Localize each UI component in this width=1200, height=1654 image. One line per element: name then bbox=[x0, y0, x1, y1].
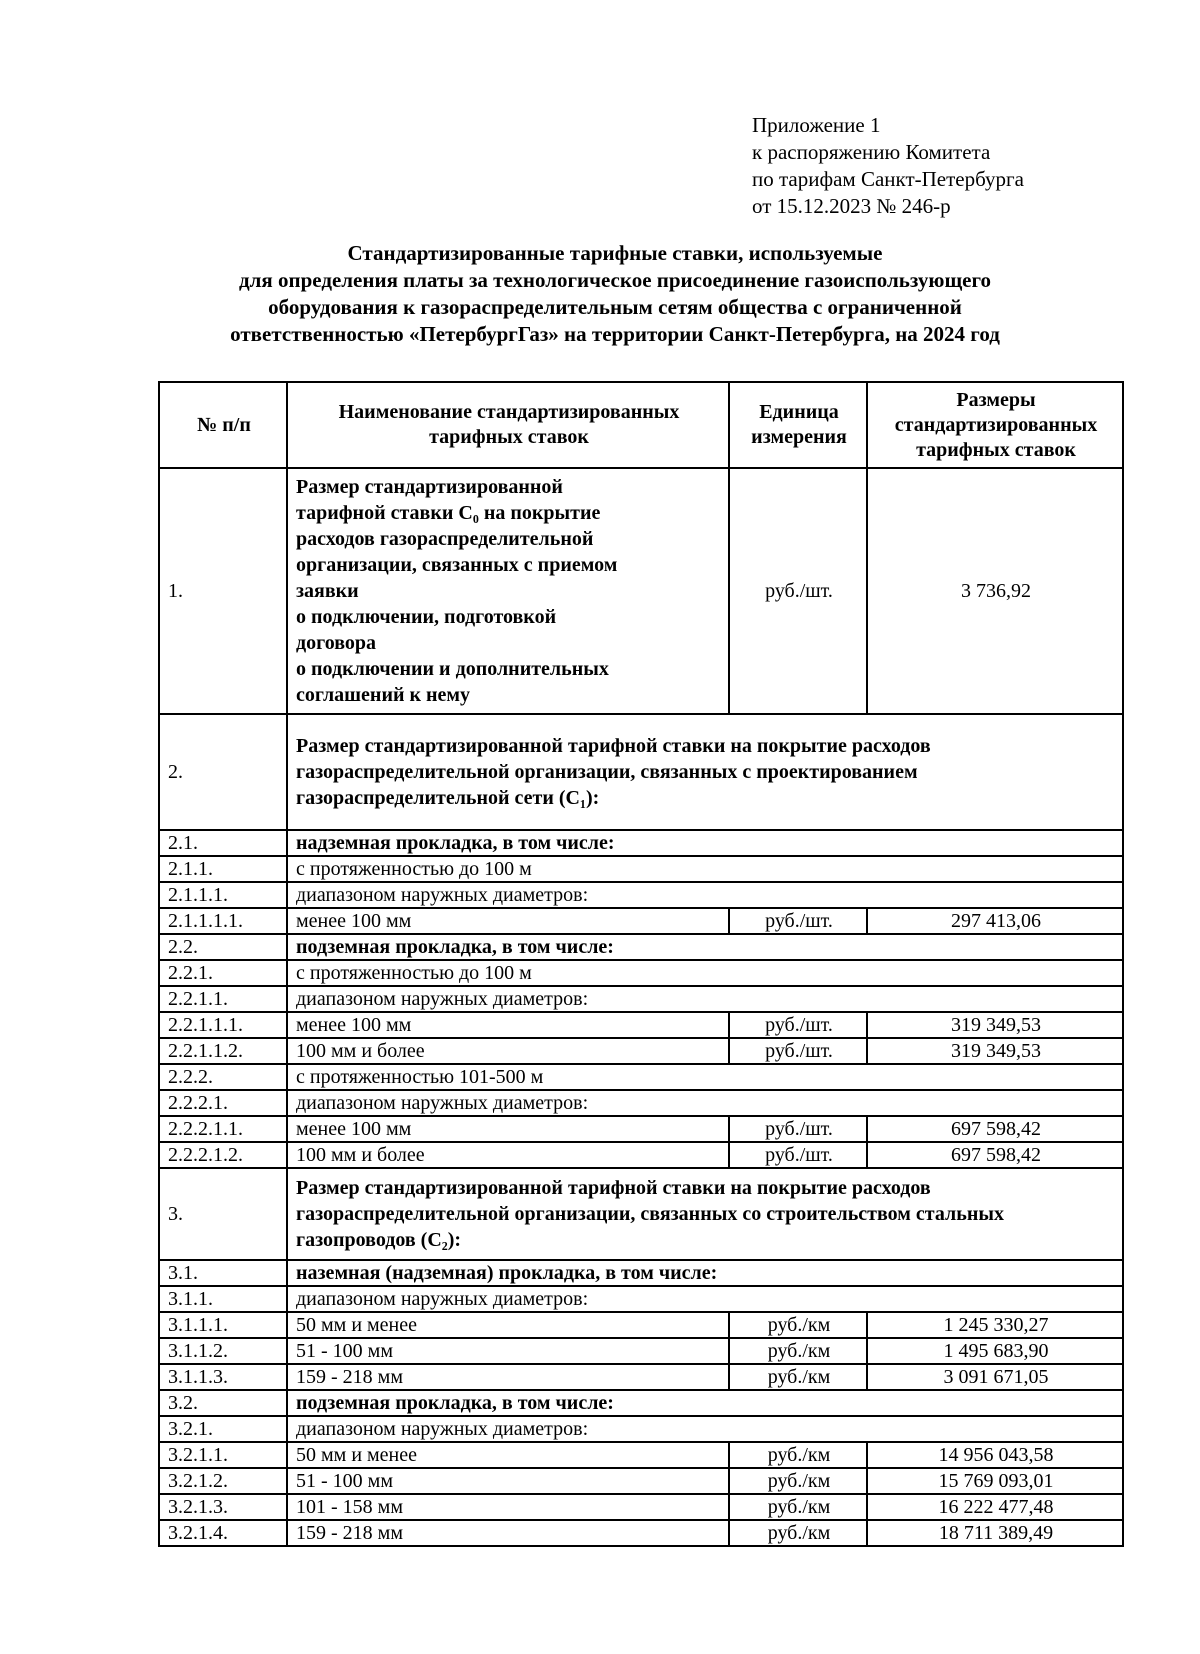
row-value: 319 349,53 bbox=[867, 1012, 1123, 1038]
row-name: Размер стандартизированной тарифной ставки на покрытие расходов газораспределительной организации, связанных с проектированием газораспределительной сети (C₁): bbox=[287, 714, 1123, 830]
row-number: 2.1.1.1.1. bbox=[159, 908, 287, 934]
table-row bbox=[159, 986, 1123, 1012]
appendix-line: Приложение 1 bbox=[752, 113, 881, 137]
row-name-line: расходов газораспределительной bbox=[296, 528, 594, 550]
row-number: 3.2. bbox=[159, 1390, 287, 1416]
appendix-line: от 15.12.2023 № 246-р bbox=[752, 194, 951, 218]
row-name-line: о подключении, подготовкой bbox=[296, 606, 557, 628]
row-number: 2.2. bbox=[159, 934, 287, 960]
row-name: подземная прокладка, в том числе: bbox=[287, 934, 1123, 960]
row-name: менее 100 мм bbox=[287, 1116, 729, 1142]
row-value: 3 736,92 bbox=[867, 468, 1123, 714]
row-name-line: Размер стандартизированной bbox=[296, 476, 563, 498]
table-row bbox=[159, 468, 1123, 714]
row-unit: руб./км bbox=[729, 1442, 867, 1468]
header-value: Размеры стандартизированных тарифных ставок bbox=[867, 382, 1123, 468]
row-name: 101 - 158 мм bbox=[287, 1494, 729, 1520]
document-title bbox=[150, 240, 1080, 348]
table-row bbox=[159, 1312, 1123, 1338]
table-row bbox=[159, 1520, 1123, 1546]
table-row bbox=[159, 1142, 1123, 1168]
row-number: 2. bbox=[159, 714, 287, 830]
row-name: с протяженностью до 100 м bbox=[287, 960, 1123, 986]
row-value: 18 711 389,49 bbox=[867, 1520, 1123, 1546]
title-line: для определения платы за технологическое присоединение газоиспользующего bbox=[238, 268, 992, 292]
row-name: диапазоном наружных диаметров: bbox=[287, 1416, 1123, 1442]
table-row bbox=[159, 1364, 1123, 1390]
row-name: менее 100 мм bbox=[287, 1012, 729, 1038]
table-row bbox=[159, 1116, 1123, 1142]
row-name-line: заявки bbox=[296, 580, 359, 602]
row-unit: руб./км bbox=[729, 1312, 867, 1338]
row-value: 1 495 683,90 bbox=[867, 1338, 1123, 1364]
row-number: 2.2.2. bbox=[159, 1064, 287, 1090]
row-name: 51 - 100 мм bbox=[287, 1468, 729, 1494]
table-row bbox=[159, 830, 1123, 856]
table-row bbox=[159, 882, 1123, 908]
appendix-line: к распоряжению Комитета bbox=[752, 140, 991, 164]
row-number: 2.2.1. bbox=[159, 960, 287, 986]
row-number: 2.2.1.1.2. bbox=[159, 1038, 287, 1064]
row-number: 2.2.2.1.1. bbox=[159, 1116, 287, 1142]
row-name: 100 мм и более bbox=[287, 1142, 729, 1168]
row-name-line: тарифной ставки C₀ на покрытие bbox=[296, 502, 601, 524]
row-name: 51 - 100 мм bbox=[287, 1338, 729, 1364]
row-unit: руб./км bbox=[729, 1338, 867, 1364]
row-number: 3.1. bbox=[159, 1260, 287, 1286]
table-row bbox=[159, 960, 1123, 986]
table-row bbox=[159, 1090, 1123, 1116]
row-number: 1. bbox=[159, 468, 287, 714]
row-name: надземная прокладка, в том числе: bbox=[287, 830, 1123, 856]
row-number: 2.1.1. bbox=[159, 856, 287, 882]
row-name: диапазоном наружных диаметров: bbox=[287, 986, 1123, 1012]
table-row bbox=[159, 1012, 1123, 1038]
appendix-line: по тарифам Санкт-Петербурга bbox=[752, 167, 1024, 191]
row-name: 100 мм и более bbox=[287, 1038, 729, 1064]
row-unit: руб./км bbox=[729, 1468, 867, 1494]
row-name: 50 мм и менее bbox=[287, 1442, 729, 1468]
row-value: 697 598,42 bbox=[867, 1142, 1123, 1168]
row-number: 3.2.1.1. bbox=[159, 1442, 287, 1468]
title-line: ответственностью «ПетербургГаз» на территории Санкт-Петербурга, на 2024 год bbox=[230, 322, 1000, 346]
row-number: 3. bbox=[159, 1168, 287, 1260]
row-value: 3 091 671,05 bbox=[867, 1364, 1123, 1390]
table-row bbox=[159, 1390, 1123, 1416]
row-name: диапазоном наружных диаметров: bbox=[287, 1090, 1123, 1116]
row-name-line: о подключении и дополнительных bbox=[296, 658, 609, 680]
row-unit: руб./шт. bbox=[729, 1142, 867, 1168]
row-name-line: соглашений к нему bbox=[296, 684, 471, 706]
row-unit: руб./км bbox=[729, 1520, 867, 1546]
row-value: 14 956 043,58 bbox=[867, 1442, 1123, 1468]
row-number: 3.2.1.2. bbox=[159, 1468, 287, 1494]
row-unit: руб./км bbox=[729, 1494, 867, 1520]
row-name: 159 - 218 мм bbox=[287, 1364, 729, 1390]
row-number: 3.1.1.1. bbox=[159, 1312, 287, 1338]
table-row bbox=[159, 1338, 1123, 1364]
title-line: Стандартизированные тарифные ставки, используемые bbox=[347, 241, 883, 265]
row-name: с протяженностью до 100 м bbox=[287, 856, 1123, 882]
row-unit: руб./шт. bbox=[729, 908, 867, 934]
row-number: 2.1.1.1. bbox=[159, 882, 287, 908]
row-name: с протяженностью 101-500 м bbox=[287, 1064, 1123, 1090]
row-name: подземная прокладка, в том числе: bbox=[287, 1390, 1123, 1416]
row-unit: руб./шт. bbox=[729, 1116, 867, 1142]
row-name: Размер стандартизированной тарифной ставки на покрытие расходов газораспределительной организации, связанных со строительством стальных газопроводов (C₂): bbox=[287, 1168, 1123, 1260]
table-row bbox=[159, 1064, 1123, 1090]
row-number: 3.2.1.4. bbox=[159, 1520, 287, 1546]
tariff-rates-table bbox=[158, 381, 1124, 1547]
row-value: 297 413,06 bbox=[867, 908, 1123, 934]
row-value: 1 245 330,27 bbox=[867, 1312, 1123, 1338]
row-number: 2.2.1.1. bbox=[159, 986, 287, 1012]
row-number: 3.1.1.2. bbox=[159, 1338, 287, 1364]
row-unit: руб./шт. bbox=[729, 1038, 867, 1064]
table-row bbox=[159, 1416, 1123, 1442]
row-number: 2.2.2.1. bbox=[159, 1090, 287, 1116]
row-name-line: организации, связанных с приемом bbox=[296, 554, 618, 576]
table-row bbox=[159, 1442, 1123, 1468]
row-number: 3.2.1.3. bbox=[159, 1494, 287, 1520]
table-row bbox=[159, 1494, 1123, 1520]
table-header-row bbox=[159, 382, 1123, 468]
row-unit: руб./шт. bbox=[729, 1012, 867, 1038]
row-name: наземная (надземная) прокладка, в том числе: bbox=[287, 1260, 1123, 1286]
row-number: 3.1.1. bbox=[159, 1286, 287, 1312]
row-name: 50 мм и менее bbox=[287, 1312, 729, 1338]
row-number: 2.1. bbox=[159, 830, 287, 856]
table-row bbox=[159, 856, 1123, 882]
row-value: 16 222 477,48 bbox=[867, 1494, 1123, 1520]
row-value: 15 769 093,01 bbox=[867, 1468, 1123, 1494]
table-row bbox=[159, 714, 1123, 830]
appendix-reference bbox=[752, 112, 1024, 220]
table-row bbox=[159, 908, 1123, 934]
row-name-line: договора bbox=[296, 632, 376, 654]
row-number: 3.2.1. bbox=[159, 1416, 287, 1442]
row-name: диапазоном наружных диаметров: bbox=[287, 882, 1123, 908]
table-row bbox=[159, 1286, 1123, 1312]
row-name: диапазоном наружных диаметров: bbox=[287, 1286, 1123, 1312]
table-row bbox=[159, 1260, 1123, 1286]
row-name: менее 100 мм bbox=[287, 908, 729, 934]
header-name: Наименование стандартизированных тарифных ставок bbox=[287, 382, 729, 468]
table-row bbox=[159, 1038, 1123, 1064]
row-name: 159 - 218 мм bbox=[287, 1520, 729, 1546]
header-unit: Единица измерения bbox=[729, 382, 867, 468]
table-row bbox=[159, 1168, 1123, 1260]
header-number: № п/п bbox=[159, 382, 287, 468]
table-row bbox=[159, 934, 1123, 960]
row-value: 697 598,42 bbox=[867, 1116, 1123, 1142]
row-name bbox=[287, 468, 729, 714]
row-number: 2.2.2.1.2. bbox=[159, 1142, 287, 1168]
row-number: 2.2.1.1.1. bbox=[159, 1012, 287, 1038]
table-row bbox=[159, 1468, 1123, 1494]
row-unit: руб./км bbox=[729, 1364, 867, 1390]
row-number: 3.1.1.3. bbox=[159, 1364, 287, 1390]
title-line: оборудования к газораспределительным сетям общества с ограниченной bbox=[268, 295, 962, 319]
row-value: 319 349,53 bbox=[867, 1038, 1123, 1064]
row-unit: руб./шт. bbox=[729, 468, 867, 714]
